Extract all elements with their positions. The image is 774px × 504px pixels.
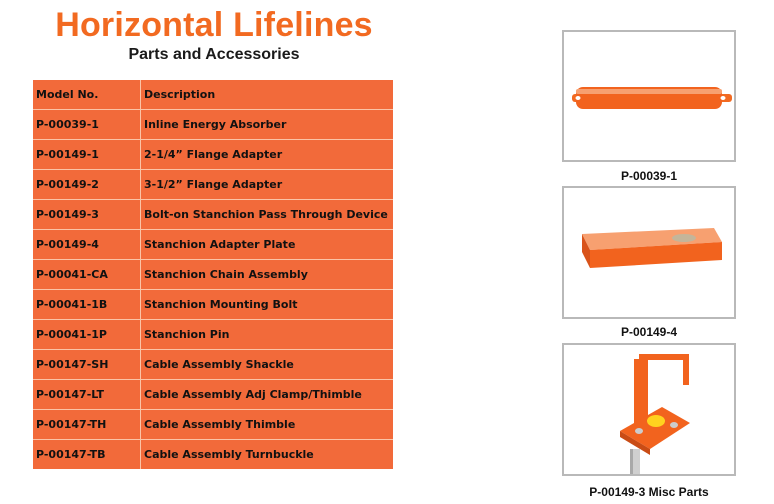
stanchion-device-photo-frame <box>562 343 736 476</box>
parts-table <box>33 80 393 469</box>
page-title: Horizontal Lifelines <box>55 6 373 44</box>
image-caption-3: P-00149-3 Misc Parts <box>589 485 709 499</box>
model-number-cell: P-00149-3 <box>33 200 141 230</box>
table-row <box>33 350 393 380</box>
table-row <box>33 380 393 410</box>
description-cell: 2-1/4” Flange Adapter <box>141 140 394 170</box>
model-number-cell: P-00149-4 <box>33 230 141 260</box>
parts-table-body <box>33 80 393 469</box>
description-cell: Stanchion Pin <box>141 320 394 350</box>
table-row <box>33 140 393 170</box>
model-number-cell: P-00039-1 <box>33 110 141 140</box>
column-header-description: Description <box>144 88 216 101</box>
table-row <box>33 110 393 140</box>
model-number-cell: P-00041-CA <box>33 260 141 290</box>
model-number-cell: P-00149-1 <box>33 140 141 170</box>
page-subtitle: Parts and Accessories <box>128 46 300 63</box>
description-cell: Cable Assembly Shackle <box>141 350 394 380</box>
model-number-cell: P-00041-1P <box>33 320 141 350</box>
image-caption-1: P-00039-1 <box>620 169 678 183</box>
description-cell: Cable Assembly Turnbuckle <box>141 440 394 470</box>
model-number-cell: P-00147-LT <box>33 380 141 410</box>
description-cell: Inline Energy Absorber <box>141 110 394 140</box>
table-row <box>33 320 393 350</box>
stanchion-device-image <box>564 345 734 474</box>
description-cell: Cable Assembly Adj Clamp/Thimble <box>141 380 394 410</box>
energy-absorber-photo-frame <box>562 30 736 162</box>
model-number-cell: P-00147-TH <box>33 410 141 440</box>
description-cell: Stanchion Chain Assembly <box>141 260 394 290</box>
description-cell: Bolt-on Stanchion Pass Through Device <box>141 200 394 230</box>
energy-absorber-image <box>564 32 734 160</box>
table-row <box>33 440 393 470</box>
description-cell: Stanchion Adapter Plate <box>141 230 394 260</box>
model-number-cell: P-00041-1B <box>33 290 141 320</box>
model-number-cell: P-00147-SH <box>33 350 141 380</box>
table-row <box>33 290 393 320</box>
table-row <box>33 230 393 260</box>
description-cell: Stanchion Mounting Bolt <box>141 290 394 320</box>
table-row <box>33 200 393 230</box>
description-cell: Cable Assembly Thimble <box>141 410 394 440</box>
description-cell: 3-1/2” Flange Adapter <box>141 170 394 200</box>
adapter-plate-photo-frame <box>562 186 736 319</box>
table-header-row <box>33 80 393 110</box>
table-row <box>33 410 393 440</box>
model-number-cell: P-00149-2 <box>33 170 141 200</box>
image-caption-2: P-00149-4 <box>620 325 678 339</box>
table-row <box>33 260 393 290</box>
model-number-cell: P-00147-TB <box>33 440 141 470</box>
adapter-plate-image <box>564 188 734 317</box>
column-header-model: Model No. <box>33 80 141 110</box>
table-row <box>33 170 393 200</box>
